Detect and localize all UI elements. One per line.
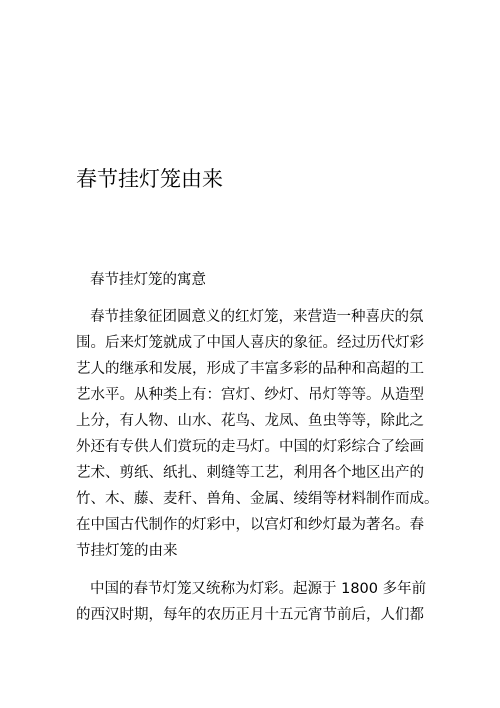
paragraph-line: 节挂灯笼的由来 bbox=[76, 543, 178, 559]
document-title: 春节挂灯笼由来 bbox=[76, 167, 223, 191]
paragraph-line: 的西汉时期，每年的农历正月十五元宵节前后，人们都 bbox=[76, 607, 424, 623]
paragraph-line: 竹、木、藤、麦秆、兽角、金属、绫绢等材料制作而成。 bbox=[76, 491, 439, 507]
paragraph-line: 艺水平。从种类上有：宫灯、纱灯、吊灯等等。从造型 bbox=[76, 387, 424, 403]
paragraph-1 bbox=[76, 304, 439, 564]
paragraph-line: 艺术、剪纸、纸扎、刺缝等工艺，利用各个地区出产的 bbox=[76, 465, 424, 481]
paragraph-line: 春节挂象征团圆意义的红灯笼，来营造一种喜庆的氛 bbox=[90, 309, 424, 325]
paragraph-line: 在中国古代制作的灯彩中，以宫灯和纱灯最为著名。春 bbox=[76, 517, 424, 533]
paragraph-line: 上分，有人物、山水、花鸟、龙凤、鱼虫等等，除此之 bbox=[76, 413, 424, 429]
paragraph-line: 中国的春节灯笼又统称为灯彩。起源于 1800 多年前 bbox=[90, 581, 427, 597]
paragraph-line: 围。后来灯笼就成了中国人喜庆的象征。经过历代灯彩 bbox=[76, 335, 424, 351]
paragraph-2 bbox=[76, 576, 436, 628]
section-subheading: 春节挂灯笼的寓意 bbox=[90, 272, 206, 288]
paragraph-line: 艺人的继承和发展，形成了丰富多彩的品种和高超的工 bbox=[76, 361, 424, 377]
paragraph-line: 外还有专供人们赏玩的走马灯。中国的灯彩综合了绘画 bbox=[76, 439, 424, 455]
